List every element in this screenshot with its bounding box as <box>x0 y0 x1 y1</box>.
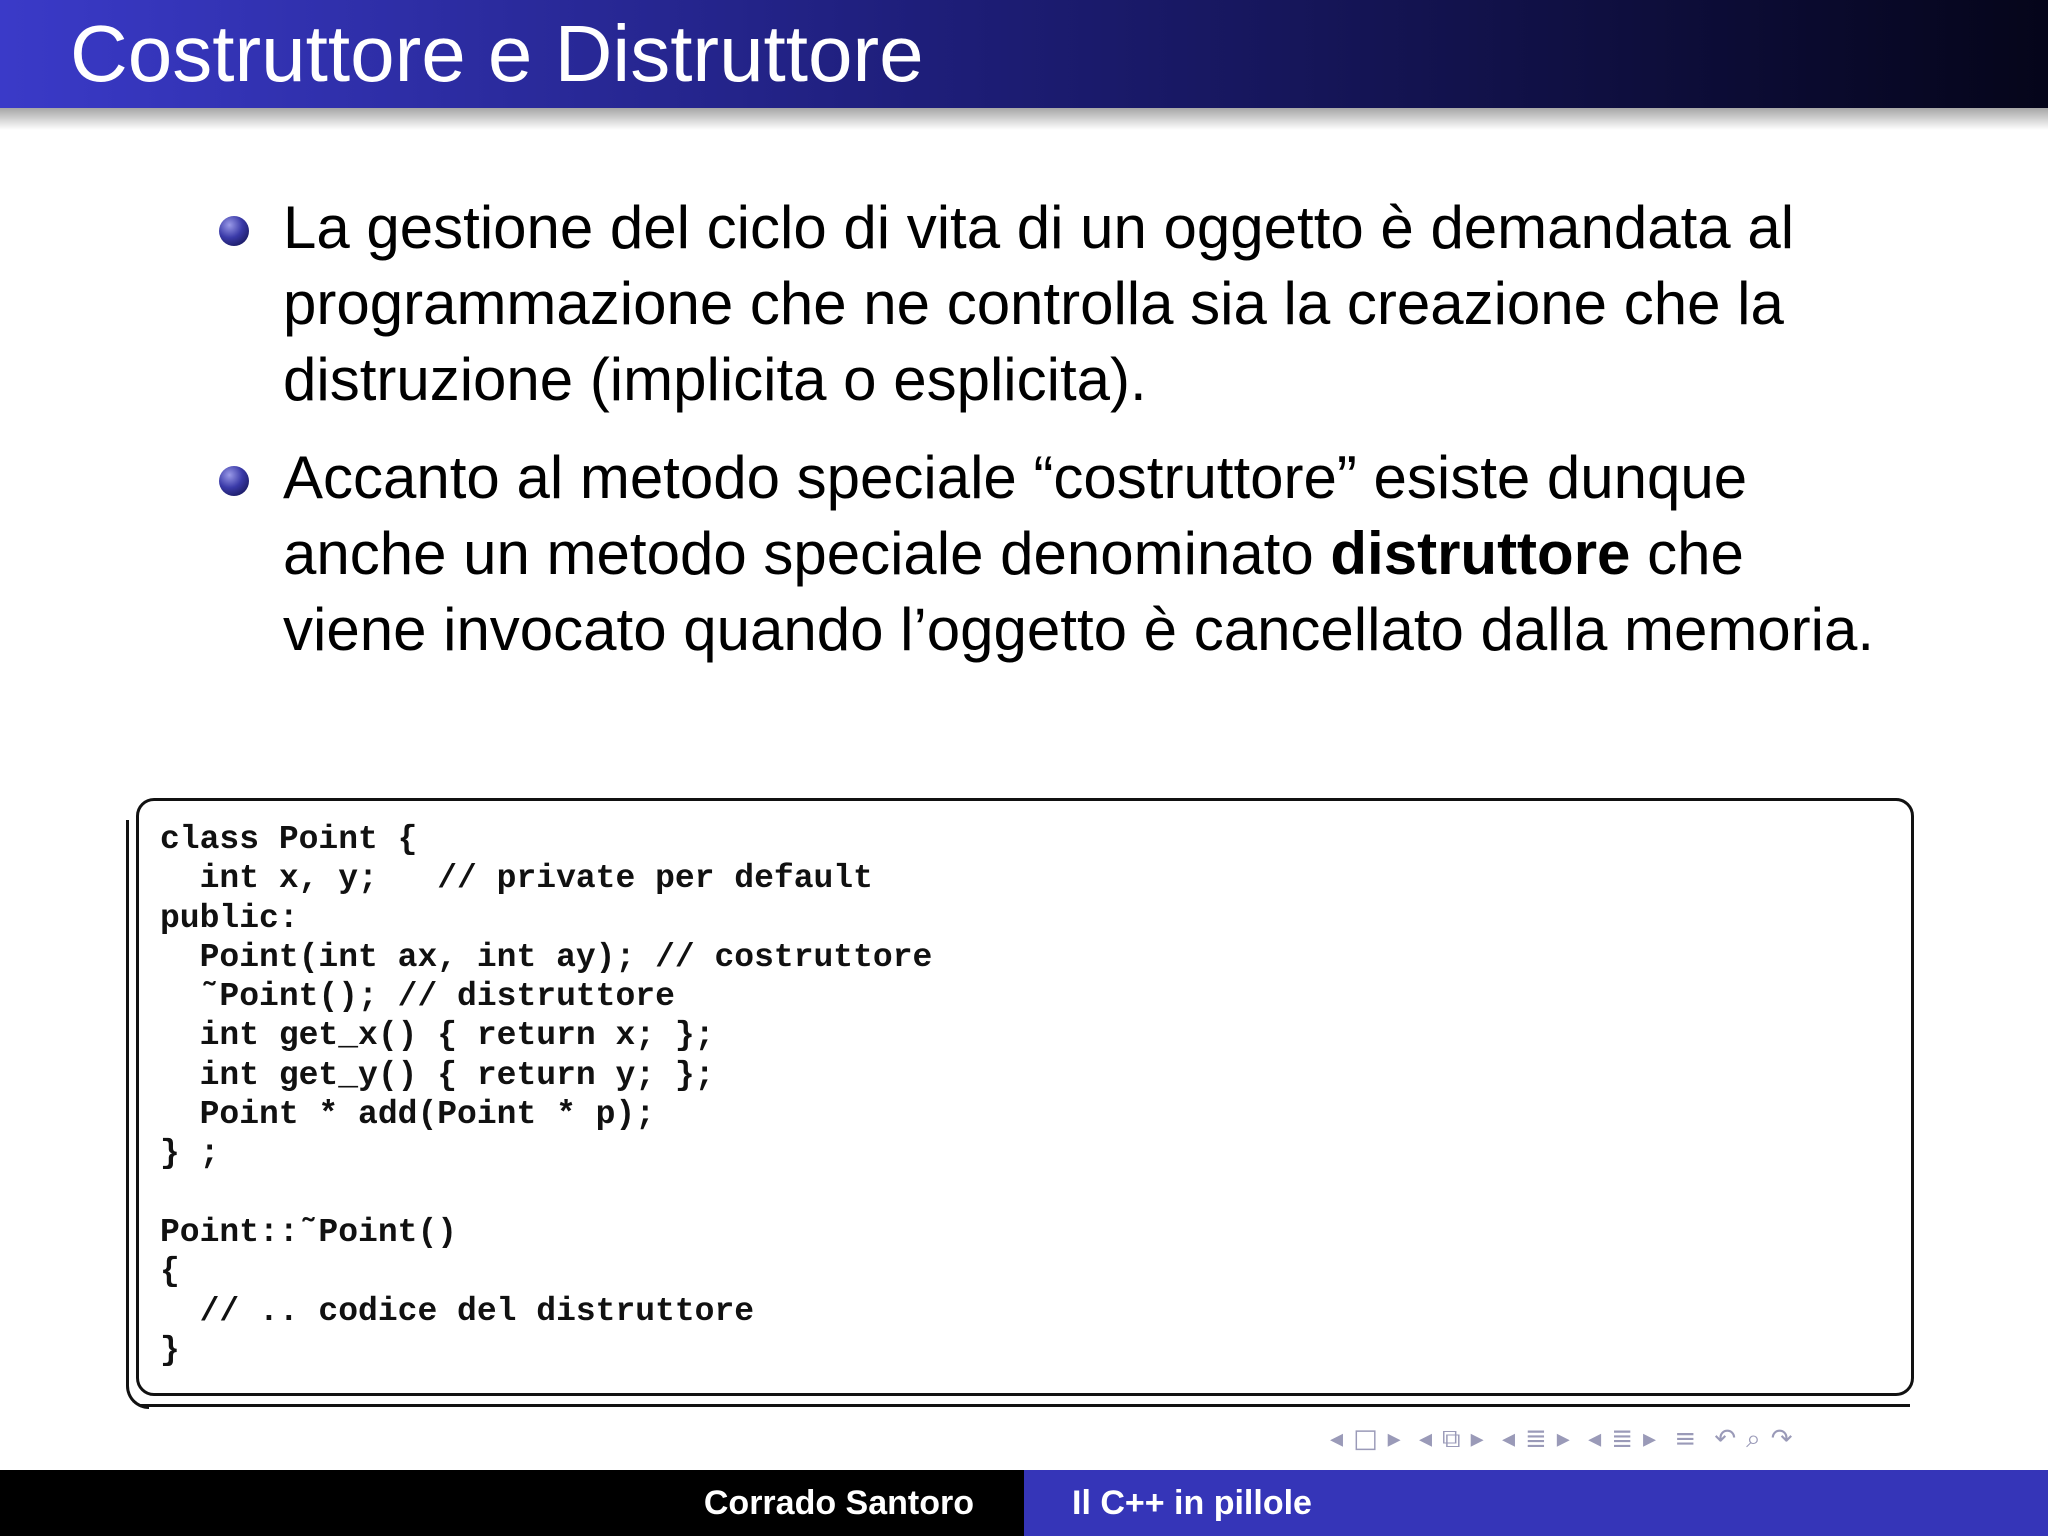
bullet-icon <box>219 466 249 496</box>
nav-menu-icon[interactable]: ≡ <box>1674 1424 1697 1454</box>
code-box-shadow-bottom <box>140 1398 1910 1407</box>
slide-title: Costruttore e Distruttore <box>70 9 924 98</box>
bullet-item <box>215 440 1895 668</box>
nav-next-frame-icon[interactable]: ▸ <box>1387 1424 1401 1454</box>
nav-next-subsection-icon[interactable]: ▸ <box>1470 1424 1484 1454</box>
beamer-navigation <box>1330 1424 1803 1460</box>
bullet-item <box>215 190 1895 418</box>
nav-doc-icon[interactable]: ≣ <box>1611 1424 1633 1454</box>
bullet-bold-term: distruttore <box>1330 520 1631 587</box>
footer-author: Corrado Santoro <box>703 1484 974 1522</box>
nav-search-icon[interactable]: ⌕ <box>1746 1424 1761 1454</box>
nav-prev-frame-icon[interactable]: ◂ <box>1330 1424 1344 1454</box>
bullet-text-after: che viene invocato quando l’oggetto è cancellato dalla memoria. <box>283 520 1875 663</box>
footer-course: Il C++ in pillole <box>1072 1484 1312 1522</box>
bullet-list <box>215 190 1895 690</box>
title-shadow <box>0 108 2048 130</box>
title-bar <box>0 0 2048 108</box>
bullet-text: La gestione del ciclo di vita di un oggetto è demandata al programmazione che ne controlla sia la creazione che la distruzione (implicita o esplicita). <box>283 194 1795 413</box>
nav-prev-subsection-icon[interactable]: ◂ <box>1418 1424 1433 1454</box>
bullet-icon <box>219 216 249 246</box>
bullet-text-before: Accanto al metodo speciale “costruttore” esiste dunque anche un metodo speciale denominato <box>283 444 1748 587</box>
nav-prev-doc-icon[interactable]: ◂ <box>1588 1424 1602 1454</box>
nav-frame-icon[interactable]: □ <box>1353 1424 1378 1454</box>
nav-next-doc-icon[interactable]: ▸ <box>1642 1424 1657 1454</box>
nav-forward-icon[interactable]: ↷ <box>1770 1424 1793 1454</box>
nav-section-icon[interactable]: ≣ <box>1525 1424 1547 1454</box>
nav-subsection-icon[interactable]: ⧉ <box>1442 1424 1461 1454</box>
footer-course-panel <box>1024 1470 2048 1536</box>
nav-back-icon[interactable]: ↶ <box>1714 1424 1737 1454</box>
nav-next-section-icon[interactable]: ▸ <box>1556 1424 1570 1454</box>
footer-author-panel <box>0 1470 1024 1536</box>
nav-prev-section-icon[interactable]: ◂ <box>1501 1424 1515 1454</box>
code-block: class Point { int x, y; // private per default public: Point(int ax, int ay); // costruttore ˜Point(); // distruttore int get_x() { return x; }; int get_y() { return y; }; Point * add(Point * p); } ; Point::˜Point() { // .. codice del distruttore } <box>160 821 933 1369</box>
